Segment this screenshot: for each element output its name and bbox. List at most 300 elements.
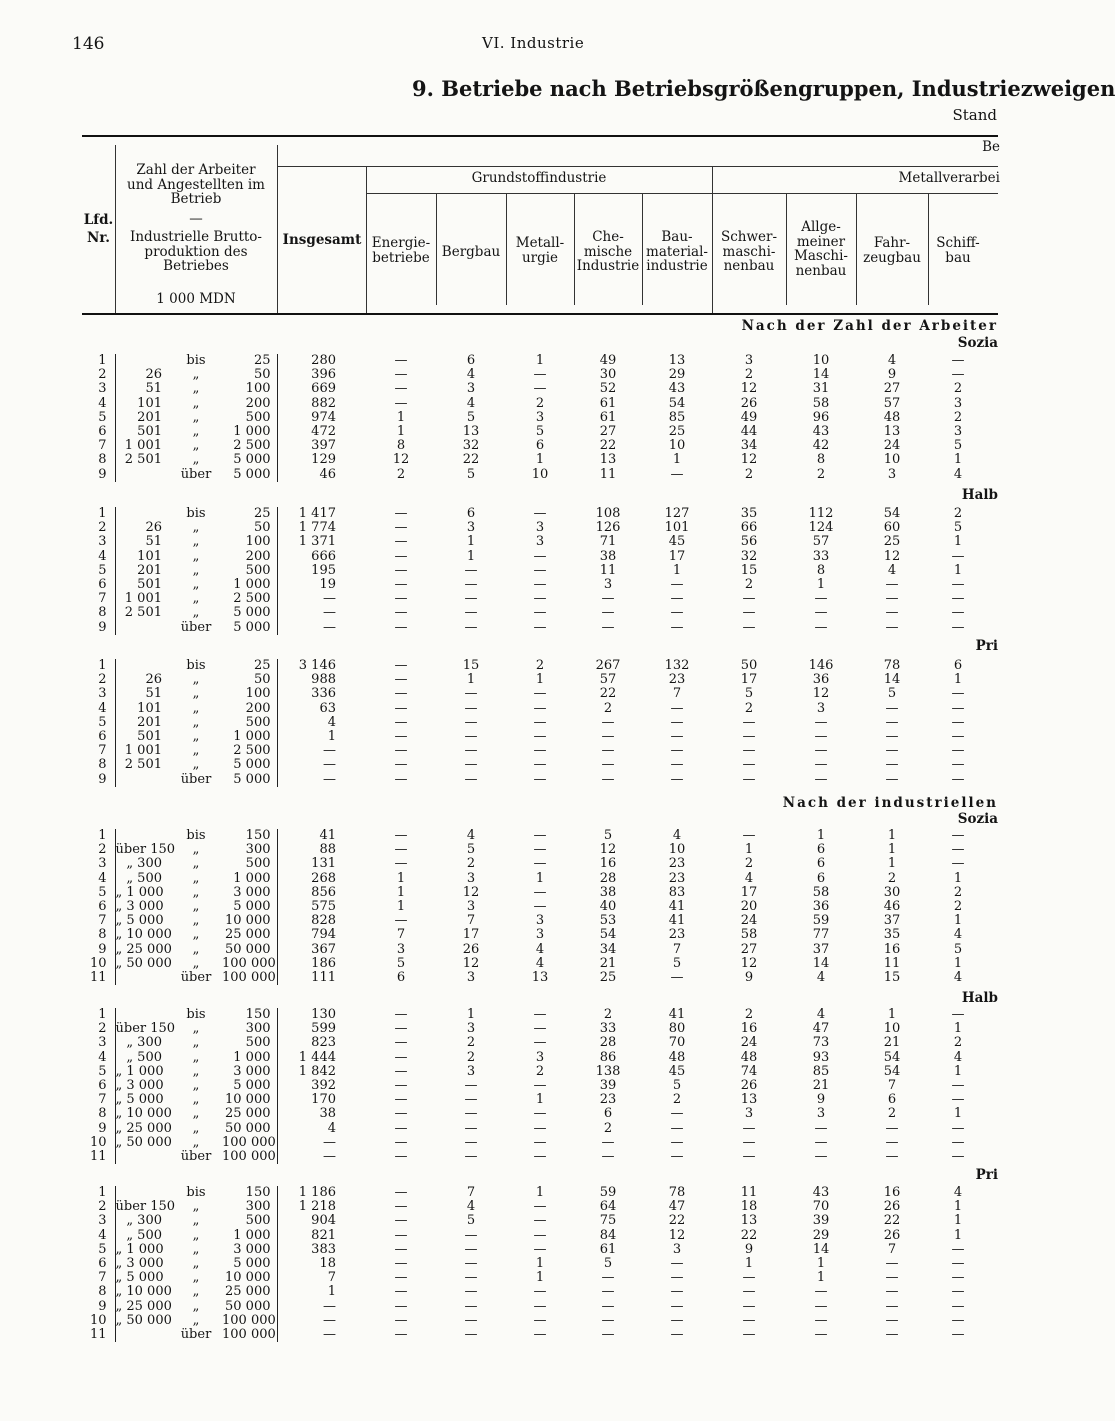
schwermaschinenbau-cell: 13 <box>740 1213 758 1229</box>
allg-maschinenbau-cell: 58 <box>812 395 830 411</box>
metallurgie-cell: — <box>533 548 547 564</box>
chemische-industrie-cell: — <box>601 729 615 745</box>
baumaterialindustrie-cell: — <box>670 1298 684 1314</box>
baumaterialindustrie-cell: 45 <box>668 1063 686 1079</box>
size-op-cell: „ <box>192 870 200 886</box>
metallurgie-cell: — <box>533 1241 547 1257</box>
table-row <box>82 1328 988 1342</box>
energiebetriebe-cell: — <box>394 1298 408 1314</box>
table-row <box>82 843 988 857</box>
fahrzeugbau-cell: 11 <box>883 955 901 971</box>
table-row <box>82 900 988 914</box>
baumaterialindustrie-cell: — <box>670 1120 684 1136</box>
size-from-cell: 101 <box>115 397 170 411</box>
chemische-industrie-cell: 33 <box>599 1021 617 1037</box>
bergbau-cell: 12 <box>462 955 480 971</box>
size-from-cell: „ 10 000 <box>115 1284 172 1300</box>
size-op-cell: „ <box>192 672 200 688</box>
col-schiffbau: Schiff-bau <box>936 235 980 266</box>
schiffbau-cell: — <box>951 353 965 368</box>
lfd-nr-cell: 2 <box>98 367 107 383</box>
schwermaschinenbau-cell: 24 <box>740 913 758 929</box>
metallurgie-cell: — <box>533 1035 547 1051</box>
size-to-cell: 500 <box>245 1035 271 1051</box>
size-op-cell: „ <box>192 1063 200 1079</box>
schwermaschinenbau-cell: 11 <box>740 1185 758 1200</box>
size-to-cell: 100 000 <box>222 1327 276 1343</box>
allg-maschinenbau-cell: 43 <box>812 424 830 440</box>
lfd-nr-cell: 8 <box>98 605 107 621</box>
bergbau-cell: 3 <box>466 1021 476 1037</box>
metallurgie-cell: — <box>533 506 547 521</box>
schwermaschinenbau-cell: 32 <box>740 548 758 564</box>
energiebetriebe-cell: — <box>394 1270 408 1286</box>
schiffbau-cell: — <box>951 856 965 872</box>
insgesamt-cell: 823 <box>277 1036 366 1050</box>
metallurgie-cell: 1 <box>535 1185 545 1200</box>
size-to-cell: 5 000 <box>233 452 271 468</box>
energiebetriebe-cell: 1 <box>396 884 406 900</box>
size-to-cell: 500 <box>245 562 271 578</box>
table-row <box>82 928 988 942</box>
fahrzeugbau-cell: 1 <box>887 828 897 843</box>
schwermaschinenbau-cell: — <box>742 1149 756 1165</box>
bergbau-cell: 12 <box>462 884 480 900</box>
table-row <box>82 687 988 701</box>
schiffbau-cell: — <box>951 743 965 759</box>
chemische-industrie-cell: 16 <box>599 856 617 872</box>
schiffbau-cell: 2 <box>953 409 963 425</box>
size-from-cell: 2 501 <box>115 453 170 467</box>
schiffbau-cell: — <box>951 1241 965 1257</box>
col-bergbau: Bergbau <box>441 244 501 260</box>
allg-maschinenbau-cell: 36 <box>812 672 830 688</box>
insgesamt-cell: 397 <box>277 439 366 453</box>
insgesamt-cell: 63 <box>277 702 366 716</box>
size-op-cell: bis <box>186 828 206 843</box>
bergbau-cell: — <box>464 1327 478 1343</box>
bergbau-cell: — <box>464 686 478 702</box>
energiebetriebe-cell: — <box>394 842 408 858</box>
baumaterialindustrie-cell: 13 <box>668 353 686 368</box>
fahrzeugbau-cell: 10 <box>883 452 901 468</box>
lfd-nr-cell: 10 <box>89 1134 107 1150</box>
fahrzeugbau-cell: 12 <box>883 548 901 564</box>
metallurgie-cell: 1 <box>535 1270 545 1286</box>
fahrzeugbau-cell: — <box>885 1312 899 1328</box>
energiebetriebe-cell: 3 <box>396 941 406 957</box>
fahrzeugbau-cell: 1 <box>887 842 897 858</box>
bergbau-cell: — <box>464 1298 478 1314</box>
schiffbau-cell: 1 <box>953 1021 963 1037</box>
size-to-cell: 1 000 <box>233 1049 271 1065</box>
size-op-cell: „ <box>192 899 200 915</box>
table-row <box>82 507 988 521</box>
size-to-cell: 25 <box>253 353 271 368</box>
insgesamt-cell: 1 186 <box>277 1186 366 1200</box>
fahrzeugbau-cell: 1 <box>887 1007 897 1022</box>
bergbau-cell: — <box>464 591 478 607</box>
size-op-cell: „ <box>192 757 200 773</box>
metallurgie-cell: — <box>533 619 547 635</box>
size-op-cell: „ <box>192 409 200 425</box>
allg-maschinenbau-cell: 85 <box>812 1063 830 1079</box>
size-to-cell: 100 000 <box>222 955 276 971</box>
fahrzeugbau-cell: 54 <box>883 1063 901 1079</box>
size-to-cell: 100 <box>245 534 271 550</box>
size-op-cell: „ <box>192 941 200 957</box>
baumaterialindustrie-cell: 12 <box>668 1227 686 1243</box>
lfd-nr-cell: 6 <box>98 1078 107 1094</box>
insgesamt-cell: — <box>277 773 366 787</box>
subheading-sozialistisch: Sozia <box>957 811 998 827</box>
table-row <box>82 550 988 564</box>
header-bottom-rule <box>82 313 998 315</box>
allg-maschinenbau-cell: 70 <box>812 1199 830 1215</box>
stand-label: Stand <box>952 106 997 124</box>
size-from-cell: über 150 <box>115 1021 176 1037</box>
be-header: Be <box>982 139 1000 155</box>
col-fahrzeugbau: Fahr-zeugbau <box>863 235 921 266</box>
size-from-cell: „ 300 <box>115 1214 170 1228</box>
baumaterialindustrie-cell: 3 <box>672 1241 682 1257</box>
schiffbau-cell: — <box>951 1256 965 1272</box>
table-row <box>82 673 988 687</box>
chemische-industrie-cell: 108 <box>595 506 621 521</box>
metallurgie-cell: 3 <box>535 520 545 536</box>
table-row <box>82 354 988 368</box>
metallurgie-cell: 1 <box>535 1092 545 1108</box>
baumaterialindustrie-cell: — <box>670 1270 684 1286</box>
size-op-cell: „ <box>192 452 200 468</box>
schiffbau-cell: 3 <box>953 424 963 440</box>
allg-maschinenbau-cell: 1 <box>816 1270 826 1286</box>
fahrzeugbau-cell: — <box>885 1270 899 1286</box>
table-row <box>82 744 988 758</box>
table-row <box>82 1051 988 1065</box>
size-from-cell: „ 5 000 <box>115 1093 170 1107</box>
schwermaschinenbau-cell: 5 <box>744 686 754 702</box>
size-op-cell: „ <box>192 520 200 536</box>
fahrzeugbau-cell: 7 <box>887 1241 897 1257</box>
schiffbau-cell: — <box>951 1149 965 1165</box>
size-from-cell: „ 5 000 <box>115 1271 170 1285</box>
schiffbau-cell: — <box>951 1270 965 1286</box>
schiffbau-cell: 2 <box>953 884 963 900</box>
baumaterialindustrie-cell: 43 <box>668 381 686 397</box>
baumaterialindustrie-cell: 1 <box>672 562 682 578</box>
size-to-cell: 5 000 <box>233 899 271 915</box>
energiebetriebe-cell: 8 <box>396 438 406 454</box>
metallurgie-cell: 3 <box>535 409 545 425</box>
fahrzeugbau-cell: 5 <box>887 686 897 702</box>
bergbau-cell: 3 <box>466 899 476 915</box>
lfd-nr-cell: 3 <box>98 1035 107 1051</box>
insgesamt-cell: 4 <box>277 1122 366 1136</box>
bergbau-cell: — <box>464 1284 478 1300</box>
table-row <box>82 453 988 467</box>
fahrzeugbau-cell: 14 <box>883 672 901 688</box>
metallurgie-cell: 13 <box>531 970 549 986</box>
table-row <box>82 564 988 578</box>
baumaterialindustrie-cell: — <box>670 1134 684 1150</box>
allg-maschinenbau-cell: — <box>814 1284 828 1300</box>
lfd-nr-cell: 7 <box>98 591 107 607</box>
baumaterialindustrie-cell: — <box>670 1149 684 1165</box>
schwermaschinenbau-cell: 74 <box>740 1063 758 1079</box>
bergbau-cell: 3 <box>466 870 476 886</box>
schwermaschinenbau-cell: — <box>742 714 756 730</box>
size-op-cell: bis <box>186 658 206 673</box>
allg-maschinenbau-cell: 31 <box>812 381 830 397</box>
insgesamt-cell: 195 <box>277 564 366 578</box>
schiffbau-cell: 4 <box>953 1185 963 1200</box>
schwermaschinenbau-cell: — <box>742 1284 756 1300</box>
energiebetriebe-cell: — <box>394 353 408 368</box>
table-row <box>82 971 988 985</box>
size-to-cell: 100 <box>245 381 271 397</box>
size-from-cell: „ 25 000 <box>115 941 172 957</box>
size-op-cell: bis <box>186 353 206 368</box>
schiffbau-cell: — <box>951 1078 965 1094</box>
lfd-nr-cell: 1 <box>98 506 107 521</box>
chemische-industrie-cell: 11 <box>599 562 617 578</box>
baumaterialindustrie-cell: — <box>670 1256 684 1272</box>
fahrzeugbau-cell: — <box>885 1134 899 1150</box>
insgesamt-cell: 856 <box>277 886 366 900</box>
chemische-industrie-cell: — <box>601 591 615 607</box>
insgesamt-cell: 367 <box>277 943 366 957</box>
energiebetriebe-cell: 7 <box>396 927 406 943</box>
lfd-nr-cell: 2 <box>98 1021 107 1037</box>
table-row <box>82 702 988 716</box>
allg-maschinenbau-cell: — <box>814 757 828 773</box>
bergbau-cell: — <box>464 1227 478 1243</box>
schiffbau-cell: — <box>951 1134 965 1150</box>
schwermaschinenbau-cell: 34 <box>740 438 758 454</box>
energiebetriebe-cell: — <box>394 534 408 550</box>
lfd-nr-cell: 1 <box>98 353 107 368</box>
bergbau-cell: — <box>464 700 478 716</box>
baumaterialindustrie-cell: — <box>670 771 684 787</box>
metallurgie-cell: — <box>533 577 547 593</box>
schwermaschinenbau-cell: — <box>742 1120 756 1136</box>
table-title: 9. Betriebe nach Betriebsgrößengruppen, Industriezweigen <box>412 76 1115 101</box>
chemische-industrie-cell: 39 <box>599 1078 617 1094</box>
table-row <box>82 1079 988 1093</box>
metallurgie-cell: — <box>533 700 547 716</box>
table-row <box>82 829 988 843</box>
lfd-nr-cell: 2 <box>98 520 107 536</box>
grundstoff-header: Grundstoffindustrie <box>471 170 607 186</box>
section-heading-brutto: Nach der industriellen <box>782 795 998 811</box>
lfd-nr-cell: 1 <box>98 1007 107 1022</box>
lfd-nr-cell: 3 <box>98 686 107 702</box>
schiffbau-cell: — <box>951 591 965 607</box>
size-from-cell: „ 500 <box>115 1051 170 1065</box>
bergbau-cell: — <box>464 729 478 745</box>
size-op-cell: „ <box>192 955 200 971</box>
energiebetriebe-cell: — <box>394 856 408 872</box>
chemische-industrie-cell: 53 <box>599 913 617 929</box>
insgesamt-cell: 1 417 <box>277 507 366 521</box>
metallurgie-cell: — <box>533 1149 547 1165</box>
schwermaschinenbau-cell: 2 <box>744 700 754 716</box>
schwermaschinenbau-cell: — <box>742 757 756 773</box>
table-row <box>82 659 988 673</box>
bergbau-cell: — <box>464 771 478 787</box>
allg-maschinenbau-cell: 39 <box>812 1213 830 1229</box>
size-op-cell: „ <box>192 1035 200 1051</box>
allg-maschinenbau-cell: 77 <box>812 927 830 943</box>
energiebetriebe-cell: — <box>394 506 408 521</box>
size-op-cell: bis <box>186 1185 206 1200</box>
schiffbau-cell: — <box>951 1120 965 1136</box>
energiebetriebe-cell: — <box>394 1035 408 1051</box>
fahrzeugbau-cell: 57 <box>883 395 901 411</box>
insgesamt-cell: 131 <box>277 857 366 871</box>
energiebetriebe-cell: — <box>394 1049 408 1065</box>
baumaterialindustrie-cell: 80 <box>668 1021 686 1037</box>
allg-maschinenbau-cell: — <box>814 1298 828 1314</box>
size-to-cell: 100 000 <box>222 970 276 986</box>
size-op-cell: „ <box>192 1256 200 1272</box>
size-op-cell: „ <box>192 438 200 454</box>
size-from-cell: über 150 <box>115 842 176 858</box>
fahrzeugbau-cell: — <box>885 1149 899 1165</box>
allg-maschinenbau-cell: 112 <box>808 506 834 521</box>
fahrzeugbau-cell: 37 <box>883 913 901 929</box>
insgesamt-cell: 41 <box>277 829 366 843</box>
baumaterialindustrie-cell: 29 <box>668 367 686 383</box>
chemische-industrie-cell: 38 <box>599 884 617 900</box>
baumaterialindustrie-cell: 41 <box>668 899 686 915</box>
lfd-nr-cell: 3 <box>98 856 107 872</box>
lfd-nr-cell: 11 <box>89 1327 107 1343</box>
energiebetriebe-cell: — <box>394 395 408 411</box>
energiebetriebe-cell: — <box>394 672 408 688</box>
fahrzeugbau-cell: 15 <box>883 970 901 986</box>
schiffbau-cell: — <box>951 686 965 702</box>
size-to-cell: 100 000 <box>222 1149 276 1165</box>
schiffbau-cell: — <box>951 1284 965 1300</box>
allg-maschinenbau-cell: — <box>814 605 828 621</box>
size-op-cell: „ <box>192 395 200 411</box>
lfd-nr-cell: 5 <box>98 1063 107 1079</box>
baumaterialindustrie-cell: 70 <box>668 1035 686 1051</box>
baumaterialindustrie-cell: 54 <box>668 395 686 411</box>
size-from-cell <box>115 773 170 787</box>
size-to-cell: 100 000 <box>222 1312 276 1328</box>
bergbau-cell: — <box>464 1149 478 1165</box>
allg-maschinenbau-cell: 3 <box>816 1106 826 1122</box>
allg-maschinenbau-cell: 8 <box>816 562 826 578</box>
allg-maschinenbau-cell: — <box>814 1327 828 1343</box>
size-op-cell: „ <box>192 1078 200 1094</box>
fahrzeugbau-cell: 3 <box>887 466 897 482</box>
size-to-cell: 500 <box>245 856 271 872</box>
lfd-nr-cell: 2 <box>98 842 107 858</box>
schwermaschinenbau-cell: — <box>742 743 756 759</box>
metallurgie-cell: 3 <box>535 534 545 550</box>
bergbau-cell: 26 <box>462 941 480 957</box>
insgesamt-cell: 988 <box>277 673 366 687</box>
size-from-cell: „ 3 000 <box>115 900 170 914</box>
size-to-cell: 5 000 <box>233 466 271 482</box>
bergbau-cell: — <box>464 619 478 635</box>
baumaterialindustrie-cell: 2 <box>672 1092 682 1108</box>
metallurgie-cell: 3 <box>535 927 545 943</box>
allg-maschinenbau-cell: — <box>814 743 828 759</box>
fahrzeugbau-cell: — <box>885 714 899 730</box>
chemische-industrie-cell: 28 <box>599 870 617 886</box>
allg-maschinenbau-cell: — <box>814 771 828 787</box>
table-row <box>82 1271 988 1285</box>
energiebetriebe-cell: — <box>394 700 408 716</box>
chemische-industrie-cell: 30 <box>599 367 617 383</box>
metallurgie-cell: 1 <box>535 452 545 468</box>
size-op-cell: „ <box>192 1199 200 1215</box>
schiffbau-cell: 2 <box>953 899 963 915</box>
schiffbau-cell: 2 <box>953 1035 963 1051</box>
chemische-industrie-cell: 52 <box>599 381 617 397</box>
size-to-cell: 25 <box>253 658 271 673</box>
size-from-cell: 51 <box>115 687 170 701</box>
metallurgie-cell: 2 <box>535 395 545 411</box>
bergbau-cell: — <box>464 1241 478 1257</box>
schwermaschinenbau-cell: 3 <box>744 353 754 368</box>
allg-maschinenbau-cell: 9 <box>816 1092 826 1108</box>
lfd-nr-cell: 5 <box>98 1241 107 1257</box>
schiffbau-cell: 4 <box>953 466 963 482</box>
insgesamt-cell: 904 <box>277 1214 366 1228</box>
fahrzeugbau-cell: — <box>885 771 899 787</box>
schiffbau-cell: 1 <box>953 672 963 688</box>
allg-maschinenbau-cell: 3 <box>816 700 826 716</box>
bergbau-cell: 3 <box>466 1063 476 1079</box>
table-row <box>82 535 988 549</box>
size-to-cell: 200 <box>245 700 271 716</box>
bergbau-cell: 3 <box>466 970 476 986</box>
col-chemische-industrie: Che-mische Industrie <box>576 229 640 274</box>
baumaterialindustrie-cell: — <box>670 466 684 482</box>
energiebetriebe-cell: — <box>394 1199 408 1215</box>
energiebetriebe-cell: — <box>394 1284 408 1300</box>
schiffbau-cell: 3 <box>953 395 963 411</box>
table-row <box>82 1150 988 1164</box>
chemische-industrie-cell: 12 <box>599 842 617 858</box>
schwermaschinenbau-cell: 16 <box>740 1021 758 1037</box>
table-row <box>82 857 988 871</box>
fahrzeugbau-cell: 4 <box>887 353 897 368</box>
size-op-cell: „ <box>192 1270 200 1286</box>
production-header: Industrielle Brutto-produktion des Betriebes <box>129 229 262 274</box>
insgesamt-cell: 38 <box>277 1107 366 1121</box>
size-from-cell: „ 10 000 <box>115 927 172 943</box>
schiffbau-cell: 1 <box>953 1199 963 1215</box>
schiffbau-cell: 1 <box>953 1227 963 1243</box>
chemische-industrie-cell: — <box>601 619 615 635</box>
size-from-cell: 201 <box>115 411 170 425</box>
size-op-cell: bis <box>186 1007 206 1022</box>
table-row <box>82 957 988 971</box>
insgesamt-cell: 828 <box>277 914 366 928</box>
schiffbau-cell: 1 <box>953 1106 963 1122</box>
insgesamt-cell: 472 <box>277 425 366 439</box>
size-to-cell: 1 000 <box>233 577 271 593</box>
size-from-cell: „ 300 <box>115 857 170 871</box>
chemische-industrie-cell: — <box>601 1298 615 1314</box>
